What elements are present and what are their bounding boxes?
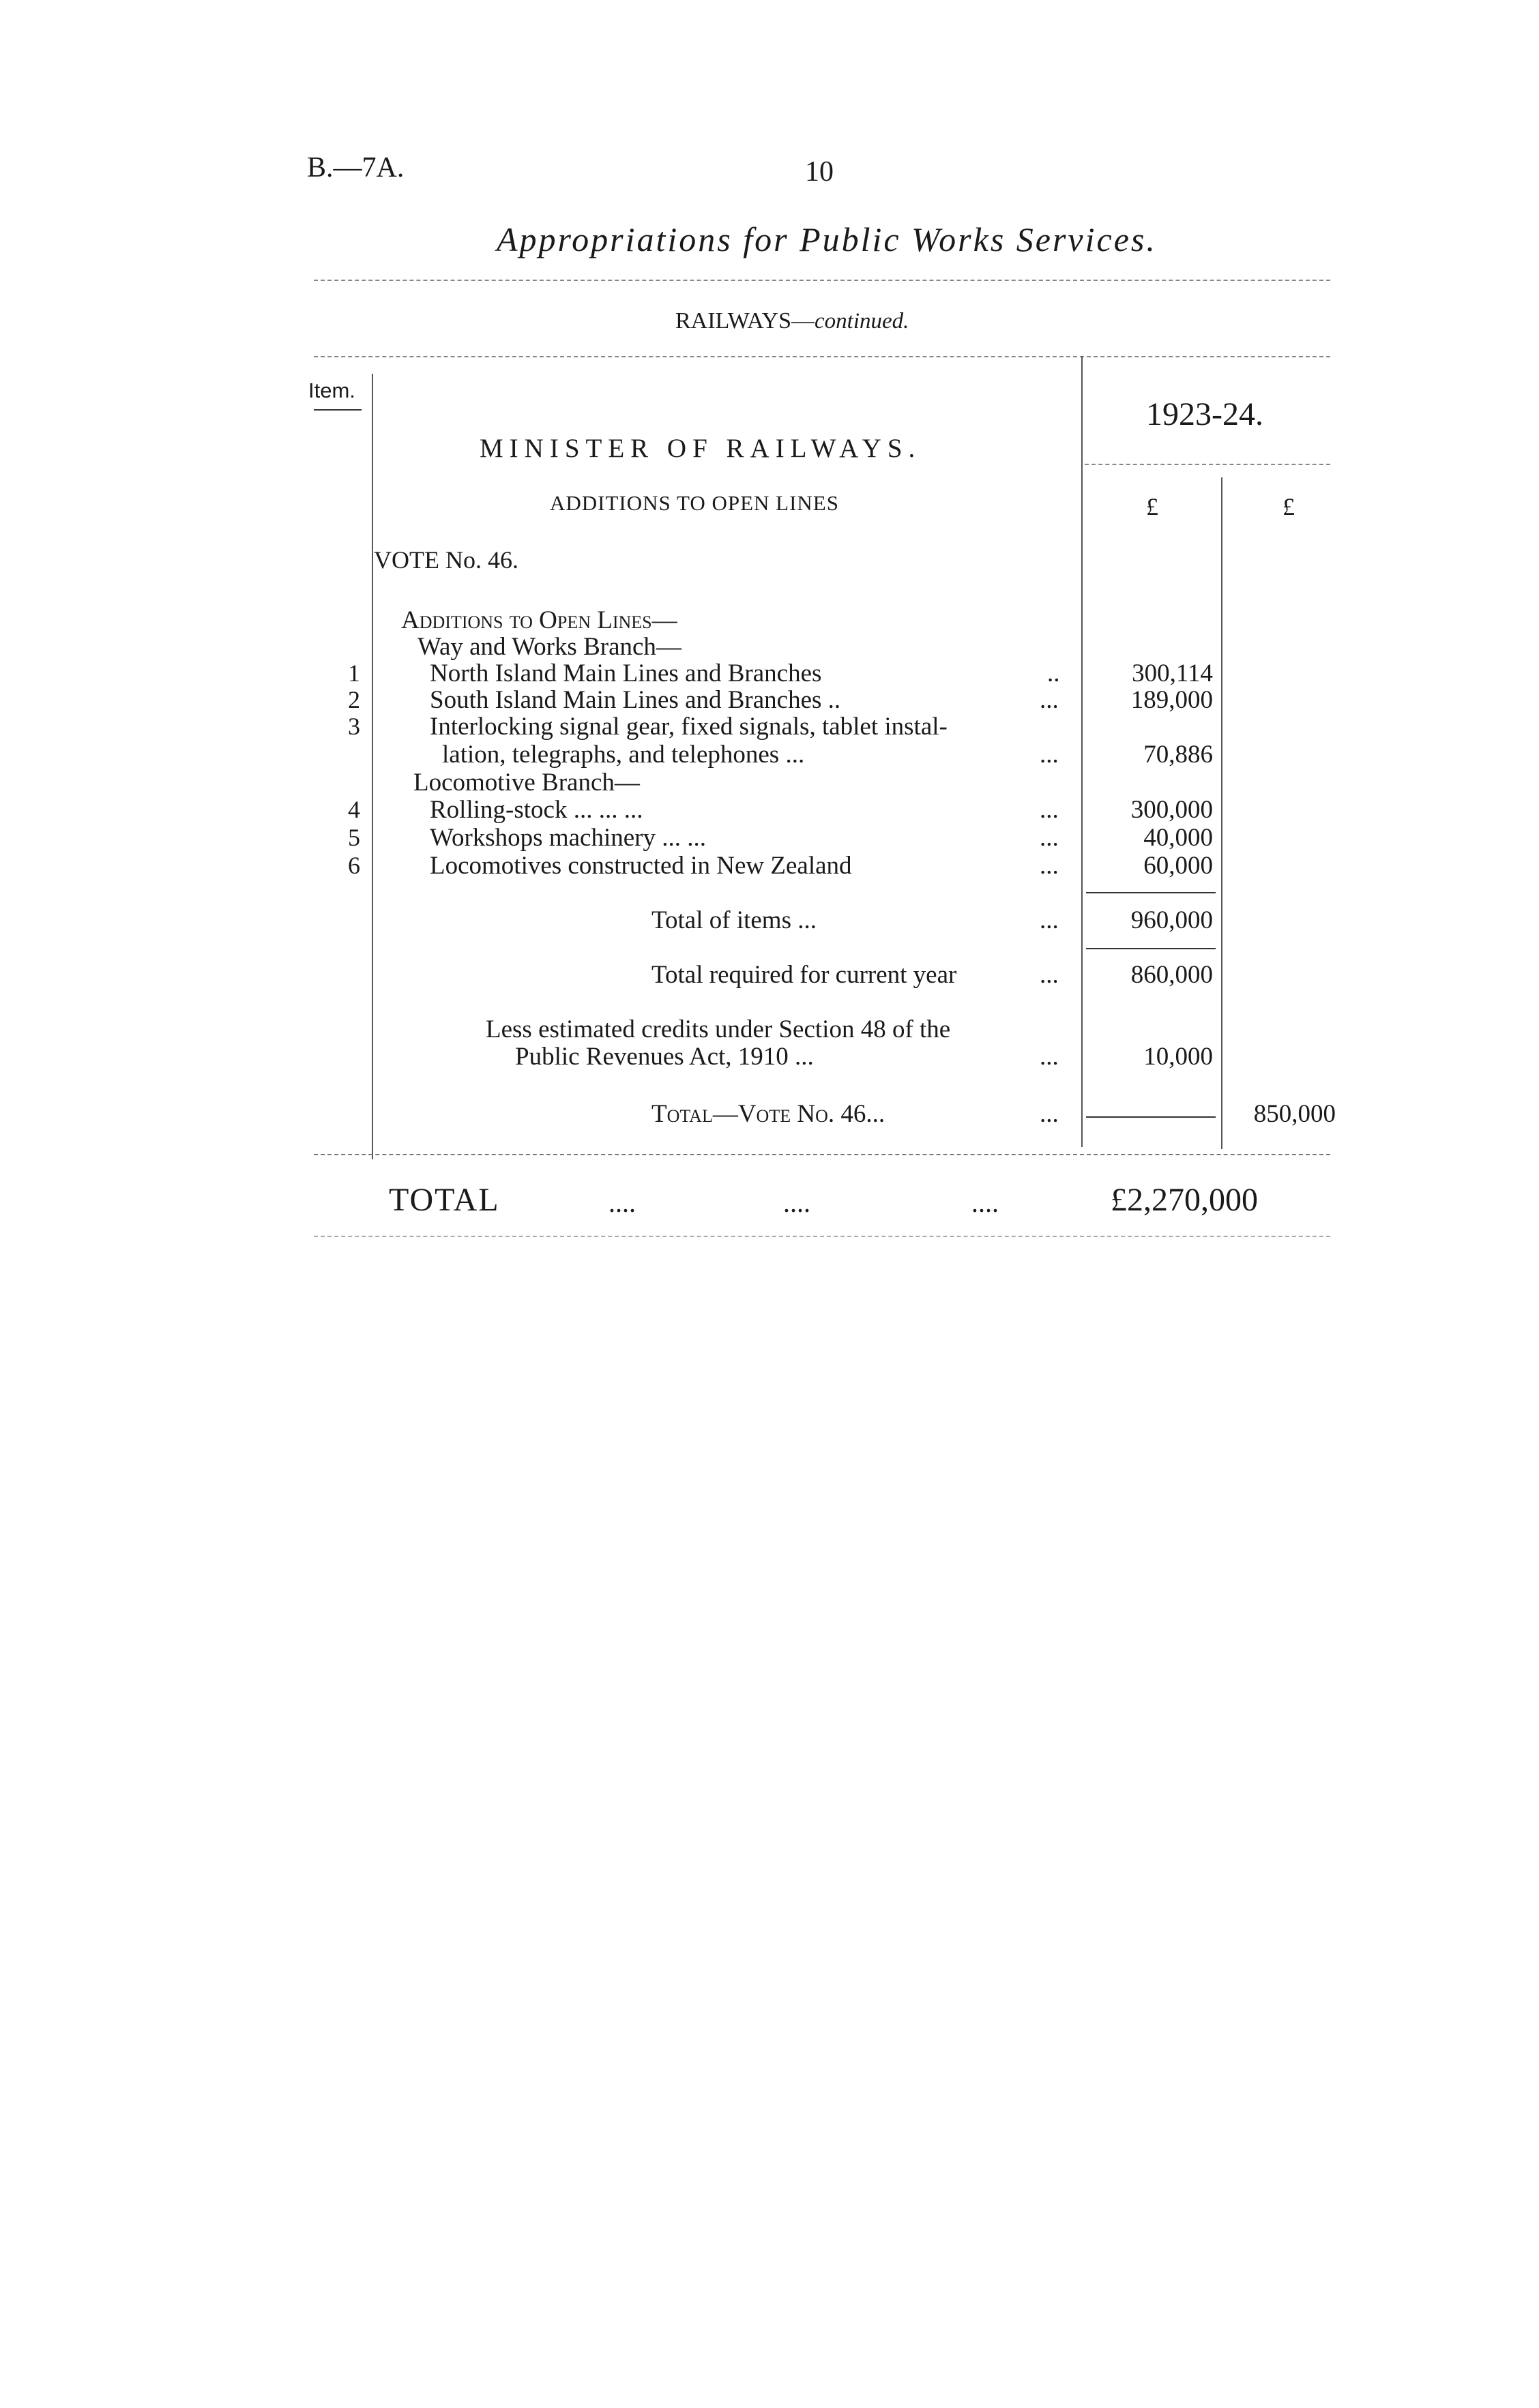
leader-dots: ... (1040, 1043, 1059, 1071)
subheading: ADDITIONS TO OPEN LINES (550, 491, 839, 515)
less-credits-label: Less estimated credits under Section 48 of the (486, 1015, 951, 1043)
item-amount: 300,114 (1132, 659, 1213, 687)
total-of-items-amount: 960,000 (1130, 906, 1213, 934)
item-description-continued: lation, telegraphs, and telephones ... (442, 741, 805, 769)
section-title-main: RAILWAYS— (675, 308, 815, 333)
item-number: 1 (348, 659, 360, 687)
item-description: Rolling-stock ... ... ... (430, 796, 643, 824)
total-of-items-label: Total of items ... (651, 906, 817, 934)
amount-column-divider-right (1221, 477, 1222, 1149)
item-amount: 40,000 (1143, 824, 1213, 852)
currency-symbol-col1: £ (1146, 493, 1158, 520)
way-works-branch: Way and Works Branch— (417, 633, 681, 661)
page-number: 10 (805, 156, 834, 188)
year-header: 1923-24. (1146, 396, 1263, 432)
table-top-rule (314, 356, 1330, 357)
section-title-suffix: continued. (815, 309, 909, 333)
item-description: South Island Main Lines and Branches .. (430, 686, 841, 714)
leader-dots: .... (971, 1187, 999, 1218)
leader-dots: ... (1040, 852, 1059, 880)
item-number: 6 (348, 852, 360, 879)
vote-total-amount: 850,000 (1253, 1100, 1336, 1128)
total-required-amount: 860,000 (1130, 961, 1213, 989)
vote-total-rule (1086, 1116, 1216, 1118)
heading-rule (314, 280, 1330, 281)
item-column-header: Item. (308, 378, 355, 402)
section-title (675, 308, 909, 334)
locomotive-branch: Locomotive Branch— (413, 769, 640, 797)
total-required-label: Total required for current year (651, 961, 957, 989)
item-number: 2 (348, 686, 360, 713)
less-credits-label-continued: Public Revenues Act, 1910 ... (515, 1043, 814, 1071)
item-amount: 70,886 (1143, 741, 1213, 769)
item-header-underline (314, 409, 362, 411)
item-description: Interlocking signal gear, fixed signals, tablet instal- (430, 713, 948, 741)
leader-dots: ... (1040, 686, 1059, 714)
total-rule (1086, 948, 1216, 949)
leader-dots: ... (1040, 961, 1059, 989)
leader-dots: ... (1040, 796, 1059, 824)
item-description: Locomotives constructed in New Zealand (430, 852, 852, 880)
leader-dots: ... (1040, 741, 1059, 769)
page-heading: Appropriations for Public Works Services. (497, 220, 1157, 258)
table-bottom-rule (314, 1154, 1330, 1155)
document-reference: B.—7A. (307, 152, 405, 183)
leader-dots: .... (609, 1187, 636, 1218)
item-description: Workshops machinery ... ... (430, 824, 706, 852)
grand-total-label: TOTAL (389, 1182, 500, 1218)
leader-dots: .... (783, 1187, 810, 1218)
item-number: 5 (348, 824, 360, 851)
bottom-rule (314, 1236, 1330, 1237)
leader-dots: ... (1040, 1100, 1059, 1128)
leader-dots: .. (1047, 659, 1060, 687)
minister-heading: MINISTER OF RAILWAYS. (480, 434, 922, 463)
item-description: North Island Main Lines and Branches (430, 659, 822, 687)
vote-label: VOTE No. 46. (374, 546, 518, 574)
vote-total-label: Total—Vote No. 46... (651, 1100, 885, 1128)
leader-dots: ... (1040, 824, 1059, 852)
leader-dots: ... (1040, 906, 1059, 934)
less-credits-amount: 10,000 (1143, 1043, 1213, 1071)
subtotal-rule (1086, 892, 1216, 893)
amount-column-divider-left (1081, 356, 1083, 1147)
item-amount: 189,000 (1130, 686, 1213, 714)
item-number: 4 (348, 796, 360, 823)
group-title: Additions to Open Lines— (401, 606, 677, 634)
year-rule (1085, 464, 1330, 465)
item-amount: 300,000 (1130, 796, 1213, 824)
grand-total-amount: £2,270,000 (1111, 1182, 1258, 1218)
item-number: 3 (348, 713, 360, 740)
item-amount: 60,000 (1143, 852, 1213, 880)
item-column-divider (372, 374, 373, 1159)
currency-symbol-col2: £ (1282, 493, 1295, 520)
